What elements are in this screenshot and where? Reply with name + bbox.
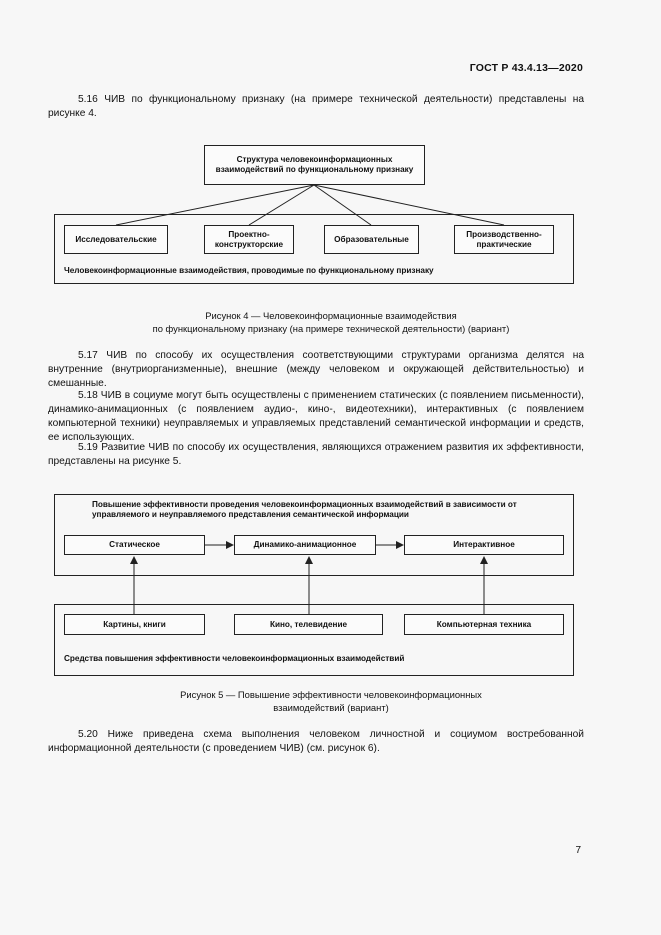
figure5-caption: Рисунок 5 — Повышение эффективности человекоинформационных взаимодействий (вариант) bbox=[180, 689, 482, 713]
figure5-means-computer: Компьютерная техника bbox=[404, 614, 564, 635]
figure5-stage-static: Статическое bbox=[64, 535, 205, 555]
paragraph-5-20: 5.20 Ниже приведена схема выполнения человеком личностной и социумом востребованной информационной деятельности (с проведением ЧИВ) (см. рисунок 6). bbox=[48, 729, 584, 754]
figure4-item-education: Образовательные bbox=[324, 225, 419, 254]
figure5-bottom-label: Средства повышения эффективности человекоинформационных взаимодействий bbox=[64, 654, 405, 663]
figure4-item-design: Проектно-конструкторские bbox=[204, 225, 294, 254]
figure4-caption: Рисунок 4 — Человекоинформационные взаимодействия по функциональному признаку (на примере технической деятельности) (вариант) bbox=[152, 310, 510, 334]
figure5-stage-dynamic: Динамико-анимационное bbox=[234, 535, 376, 555]
figure4-top-box: Структура человекоинформационных взаимодействий по функциональному признаку bbox=[204, 145, 425, 185]
figure4-item-research: Исследовательские bbox=[64, 225, 168, 254]
figure4-item-production: Производственно-практические bbox=[454, 225, 554, 254]
figure5-top-label: Повышение эффективности проведения человекоинформационных взаимодействий в зависимости от управляемого и неуправляемого представления семантической информации bbox=[92, 500, 517, 519]
paragraph-5-18: 5.18 ЧИВ в социуме могут быть осуществлены с применением статических (с появлением письменности), динамико-анимационных (с появлением аудио-, кино-, видеотехники), интерактивных (с появлением компьютерной техники) неуправляемых и управляемых представлений семантической информации и средств, ее использующих. bbox=[48, 390, 584, 443]
figure5-means-pictures: Картины, книги bbox=[64, 614, 205, 635]
paragraph-5-19: 5.19 Развитие ЧИВ по способу их осуществления, являющихся отражением развития их эффективности, представлены на рисунке 5. bbox=[48, 442, 584, 467]
page-number: 7 bbox=[575, 845, 581, 856]
figure5-means-cinema: Кино, телевидение bbox=[234, 614, 383, 635]
document-header: ГОСТ Р 43.4.13—2020 bbox=[469, 62, 583, 74]
figure5-stage-interactive: Интерактивное bbox=[404, 535, 564, 555]
paragraph-5-17: 5.17 ЧИВ по способу их осуществления соответствующими структурами организма делятся на внутренние (внутриорганизменные), внешние (между человеком и окружающей действительностью) и смешанные. bbox=[48, 350, 584, 389]
figure4-frame-label: Человекоинформационные взаимодействия, проводимые по функциональному признаку bbox=[64, 266, 434, 275]
paragraph-5-16: 5.16 ЧИВ по функциональному признаку (на примере технической деятельности) представлены на рисунке 4. bbox=[48, 94, 584, 119]
